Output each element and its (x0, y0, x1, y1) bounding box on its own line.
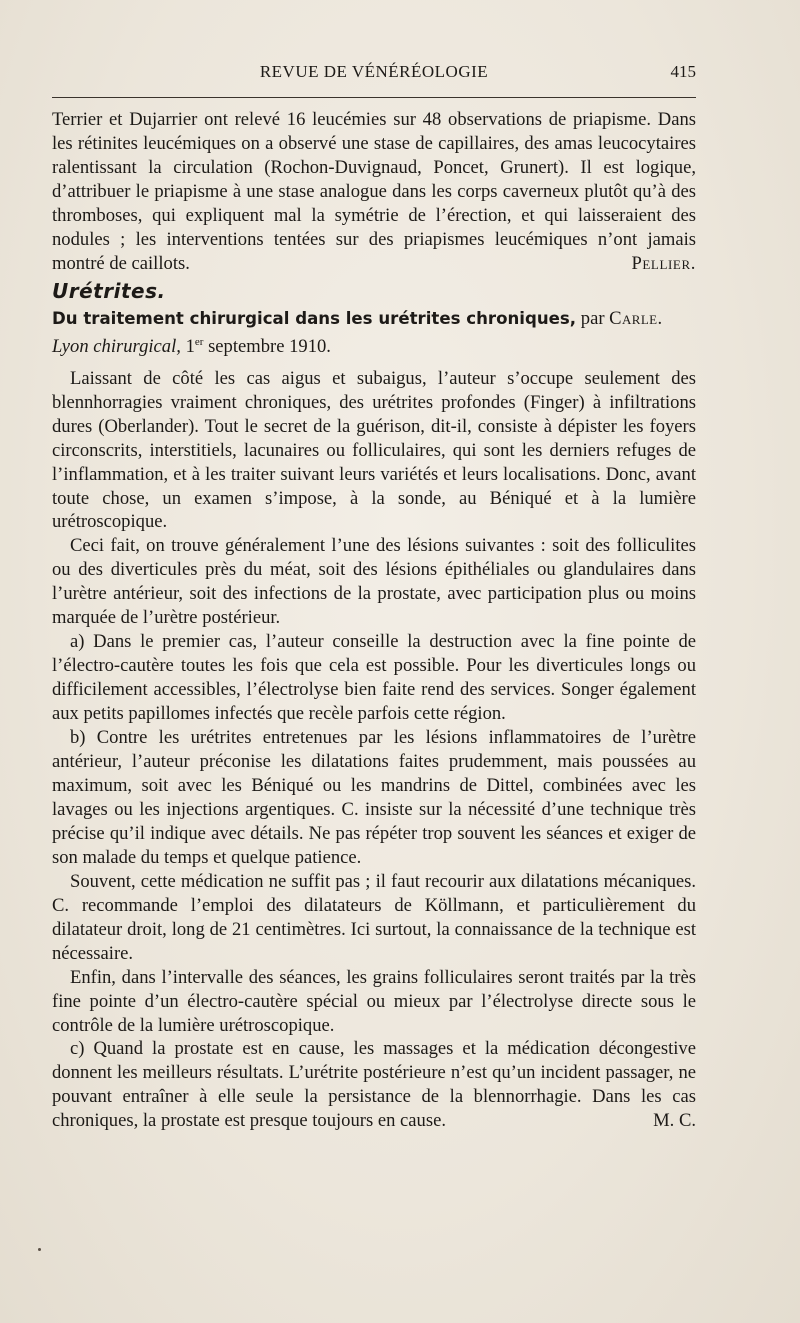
article-paragraph: Laissant de côté les cas aigus et subaigus, l’auteur s’occupe seulement des blennhorragies vraiment chroniques, des urétrites profondes (Finger) à infiltrations dures (Oberlander). Tout le secret de la guérison, dit-il, consiste à dépister les foyers circonscrits, interstitiels, lacunaires ou folliculaires, qui sont les derniers refuges de l’inflammation, et à les traiter suivant leurs variétés et leurs localisations. Donc, avant toute chose, un examen s’impose, à la sonde, au Béniqué et à la lumière urétroscopique. (52, 367, 696, 533)
article-signature: M. C. (653, 1110, 696, 1132)
running-header (52, 60, 696, 86)
article-paragraph: Souvent, cette médication ne suffit pas ; il faut recourir aux dilatations mécaniques. C. recommande l’emploi des dilatateurs de Köllmann, et particulièrement du dilatateur droit, long de 21 centimètres. Ici surtout, la connaissance de la technique est nécessaire. (52, 870, 696, 964)
body-text (52, 108, 696, 1133)
article-journal: Lyon chirurgical, (52, 335, 181, 357)
article-title-text: Du traitement chirurgical dans les urétrites chroniques, (52, 308, 577, 328)
article-paragraph: a) Dans le premier cas, l’auteur conseille la destruction avec la fine pointe de l’électro-cautère toutes les fois que cela est possible. Pour les diverticules longs ou difficilement accessibles, l’électrolyse bien faite rend des services. Songer également aux petits papillomes infectés que recèle parfois cette région. (52, 631, 696, 725)
article-title (52, 307, 696, 331)
article-paragraph-last-text: c) Quand la prostate est en cause, les massages et la médication décongestive donnent les meilleurs résultats. L’urétrite postérieure n’est qu’un incident passager, ne pouvant entraîner à elle seule la persistance de la blennorrhagie. Dans les cas chroniques, la prostate est presque toujours en cause. (52, 1038, 696, 1132)
article-paragraph-last (52, 1037, 696, 1133)
running-title: REVUE DE VÉNÉRÉOLOGIE (259, 62, 489, 81)
intro-signature: Pellier. (631, 252, 696, 274)
article-date-sup: er (194, 335, 204, 348)
article-paragraph: Ceci fait, on trouve généralement l’une des lésions suivantes : soit des folliculites ou des diverticules près du méat, soit des lésions épithéliales ou glandulaires dans l’urètre antérieur, soit des infections de la prostate, avec participation plus ou moins marquée de l’urètre postérieur. (52, 535, 696, 629)
header-rule (52, 97, 696, 98)
intro-paragraph (52, 108, 696, 276)
page-speck (38, 1248, 41, 1251)
article-author: Carle. (609, 307, 663, 329)
article-date-rest: septembre 1910. (208, 335, 331, 357)
intro-text: Terrier et Dujarrier ont relevé 16 leucémies sur 48 observations de priapisme. Dans les rétinites leucémiques on a observé une stase de capillaires, des amas leucocytaires ralentissant la circulation (Rochon-Duvignaud, Poncet, Grunert). Il est logique, d’attribuer le priapisme à une stase analogue dans les corps caverneux plutôt qu’à des thromboses, qui expliquent mal la symétrie de l’érection, et qui laisseraient des nodules ; les interventions tentées sur des priapismes leucémiques n’ont jamais montré de caillots. (52, 109, 696, 274)
article-paragraph: b) Contre les urétrites entretenues par les lésions inflammatoires de l’urètre antérieur, l’auteur préconise les dilatations faites prudemment, mais poussées au maximum, soit avec les Béniqué ou les mandrins de Dittel, combinées avec les lavages ou les injections argentiques. C. insiste sur la nécessité d’une technique très précise qu’il indique avec détails. Ne pas répéter trop souvent les séances et exiger de son malade du temps et quelque patience. (52, 727, 696, 868)
article-date-day: 1 (185, 335, 195, 357)
article-source (52, 331, 696, 359)
section-heading: Urétrites. (52, 278, 166, 303)
article-by: par (580, 307, 605, 329)
page-number: 415 (670, 62, 696, 81)
article-paragraph: Enfin, dans l’intervalle des séances, les grains folliculaires seront traités par la très fine pointe d’un électro-cautère spécial ou mieux par l’électrolyse directe sous le contrôle de la lumière urétroscopique. (52, 966, 696, 1036)
